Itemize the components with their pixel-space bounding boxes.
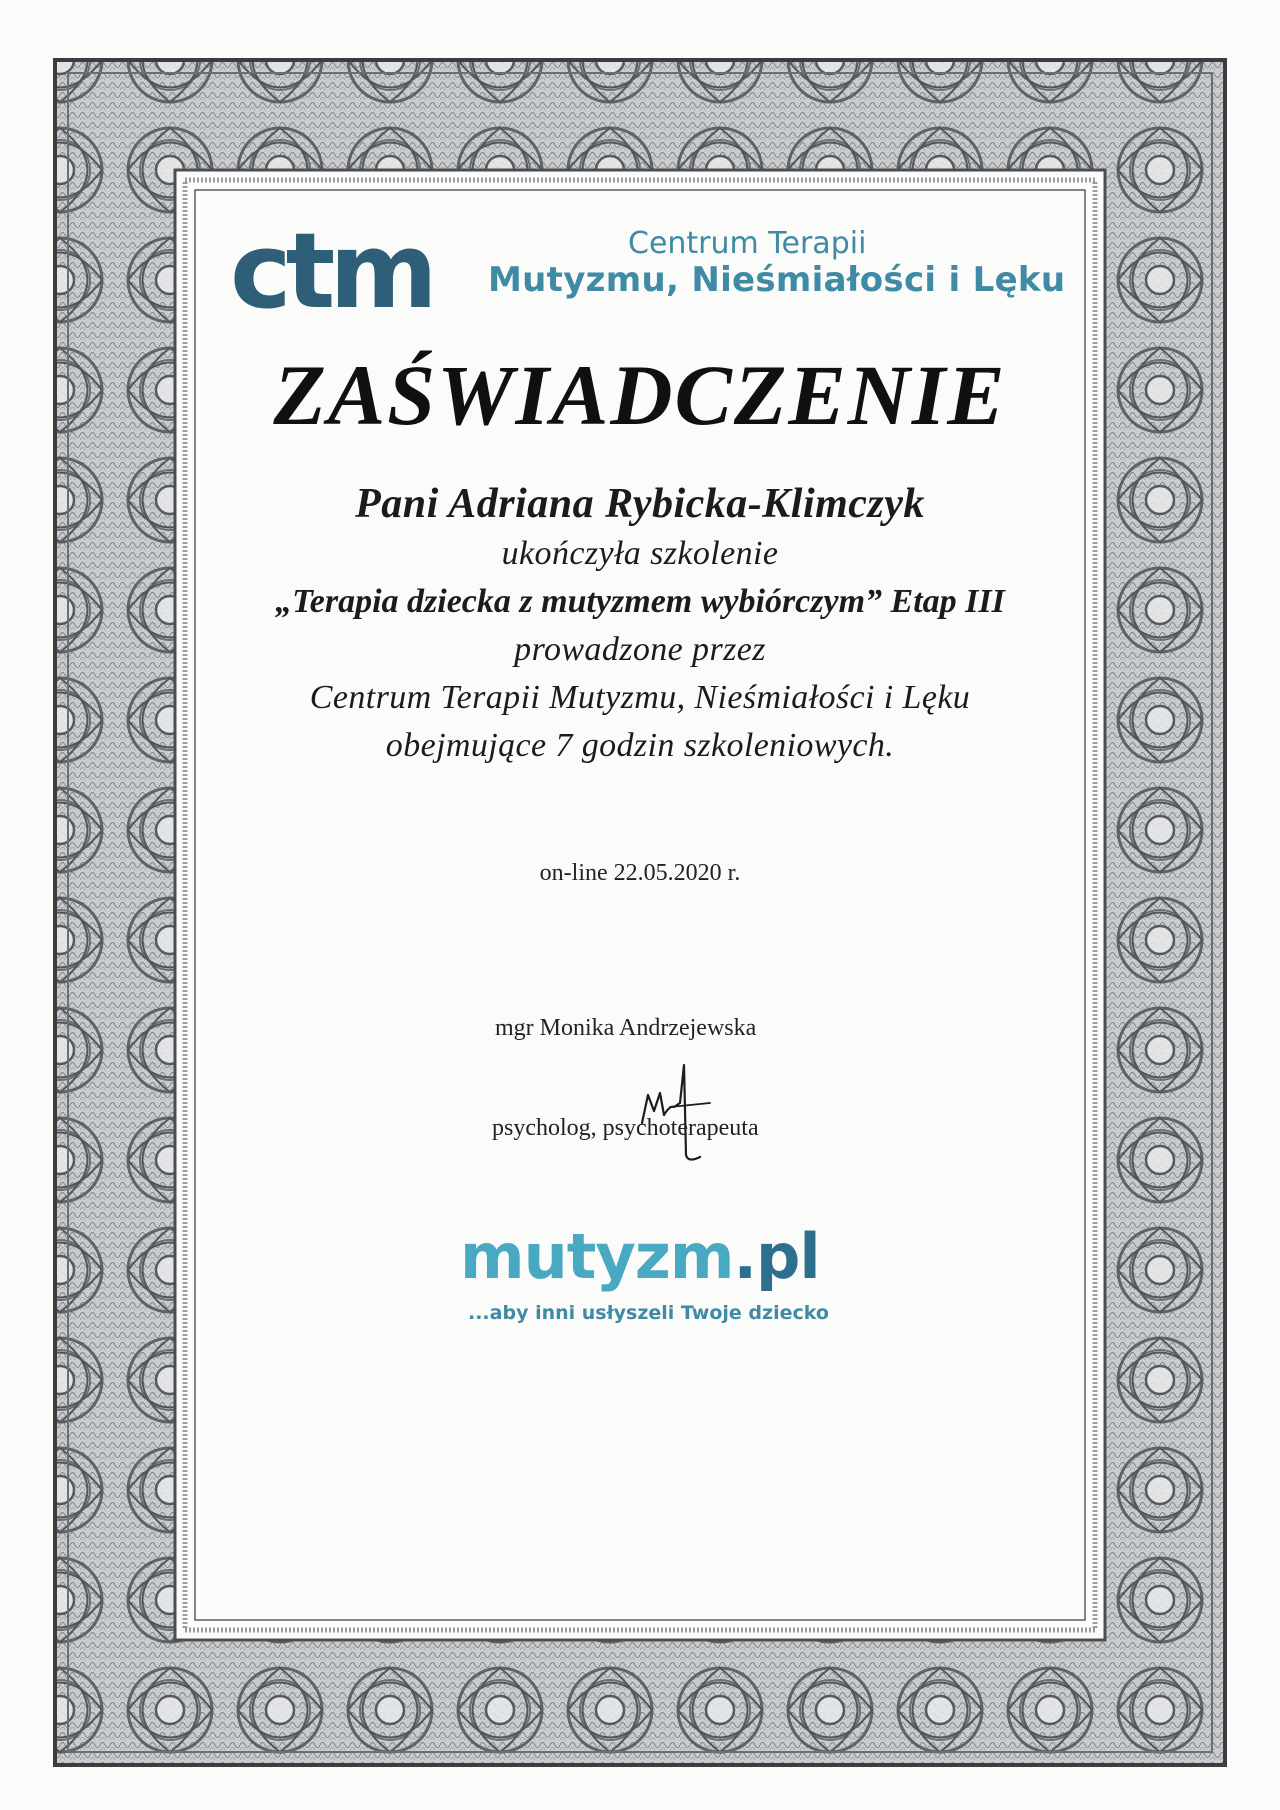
completed-text: ukończyła szkolenie <box>501 535 779 572</box>
handwritten-signature <box>630 1045 750 1165</box>
org-name-line2: Mutyzmu, Nieśmiałości i Lęku <box>488 260 1066 301</box>
course-name: „Terapia dziecka z mutyzmem wybiórczym” Etap III <box>275 583 1005 620</box>
date-line: on-line 22.05.2020 r. <box>539 860 741 886</box>
organizer-name: Centrum Terapii Mutyzmu, Nieśmiałości i Lęku <box>309 679 971 716</box>
mutyzm-logo <box>460 1220 840 1340</box>
mutyzm-logo-tld: .pl <box>733 1220 820 1293</box>
ctm-logo <box>230 215 480 325</box>
signatory-name: mgr Monika Andrzejewska <box>495 1015 757 1041</box>
organization-header <box>230 215 1070 325</box>
svg-text:ctm: ctm <box>230 215 432 325</box>
certificate-content <box>200 175 1080 1620</box>
certificate-title: ZAŚWIADCZENIE <box>273 347 1007 443</box>
organization-name <box>488 227 1068 300</box>
hours-text: obejmujące 7 godzin szkoleniowych. <box>385 727 895 764</box>
mutyzm-tagline: ...aby inni usłyszeli Twoje dziecko <box>468 1302 829 1324</box>
signatory-role: psycholog, psychoterapeuta <box>492 1115 759 1141</box>
recipient-name: Pani Adriana Rybicka-Klimczyk <box>355 481 925 527</box>
certificate-body <box>200 480 1080 770</box>
mutyzm-logo-text <box>460 1220 820 1293</box>
led-by-text: prowadzone przez <box>514 631 766 668</box>
org-name-line1: Centrum Terapii <box>628 226 867 261</box>
mutyzm-logo-name: mutyzm <box>460 1220 734 1293</box>
